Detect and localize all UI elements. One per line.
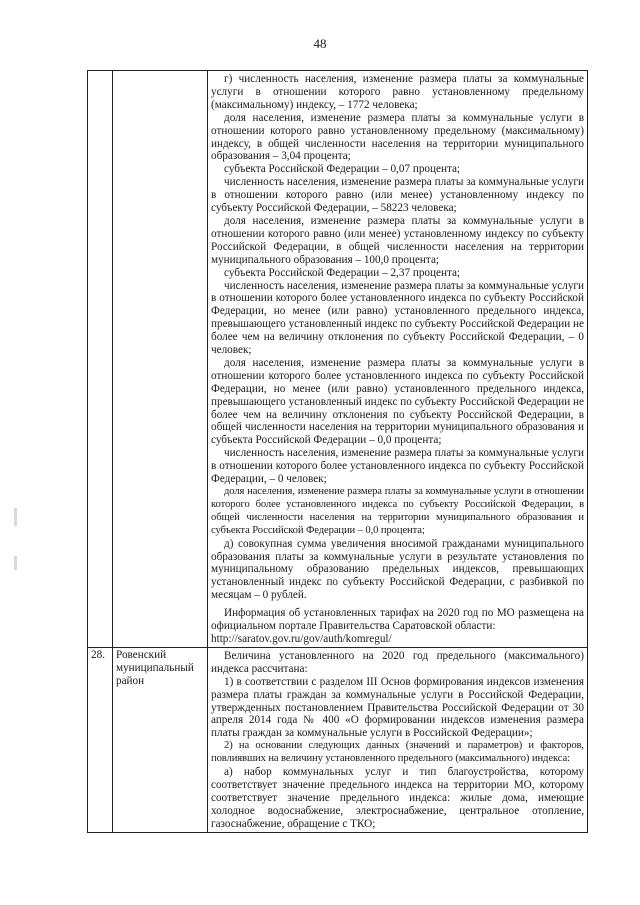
paragraph: 2) на основании следующих данных (значений и параметров) и факторов, повлиявших на величину установленного предельного (максимального) индекса:: [211, 740, 584, 765]
paragraph: д) совокупная сумма увеличения вносимой гражданами муниципального образования платы за коммунальные услуги в результате установления по муниципальному образованию предельных индексов, превышающих установленный индекс по субъекту Российской Федерации, с разбивкой по месяцам – 0 рублей.: [211, 537, 584, 602]
paragraph: доля населения, изменение размера платы за коммунальные услуги в отношении которого более установленного индекса по субъекту Российской Федерации, в общей численности населения на территории муниципального образования и субъекта Российской Федерации – 0,0 процента;: [211, 486, 584, 536]
tariff-url-link[interactable]: http://saratov.gov.ru/gov/auth/komregul/: [211, 632, 392, 645]
municipality-name-cell: Ровенский муниципальный район: [113, 647, 208, 832]
row-number-cell: [88, 71, 113, 648]
paragraph: численность населения, изменение размера платы за коммунальные услуги в отношении которого более установленного индекса по субъекту Российской Федерации, но менее (или равно) установленного предельного индекса, превышающего установленный индекс по субъекту Российской Федерации не более чем на величину отклонения по субъекту Российской Федерации, – 0 человек;: [211, 279, 584, 357]
paragraph: 1) в соответствии с разделом III Основ формирования индексов изменения размера платы граждан за коммунальные услуги в Российской Федерации, утвержденных постановлением Правительства Российской Федерации от 30 апреля 2014 года № 400 «О формировании индексов изменения размера платы граждан за коммунальные услуги в Российской Федерации»;: [211, 675, 584, 740]
description-cell: [208, 647, 588, 832]
data-table: [87, 70, 588, 833]
paragraph: г) численность населения, изменение размера платы за коммунальные услуги в отношении которого равно установленному предельному (максимальному) индексу, – 1772 человека;: [211, 73, 584, 111]
table-row: [88, 71, 588, 648]
paragraph: субъекта Российской Федерации – 2,37 процента;: [224, 266, 461, 279]
table-row: [88, 647, 588, 832]
scan-mark: [14, 508, 17, 526]
scan-mark: [14, 556, 17, 570]
paragraph: Информация об установленных тарифах на 2020 год по МО размещена на официальном портале Правительства Саратовской области:: [211, 607, 584, 633]
paragraph: доля населения, изменение размера платы за коммунальные услуги в отношении которого равно (или менее) установленному индексу по субъекту Российской Федерации, в общей численности населения на территории муниципального образования – 100,0 процента;: [211, 214, 584, 266]
paragraph: доля населения, изменение размера платы за коммунальные услуги в отношении которого равно установленному предельному (максимальному) индексу, в общей численности населения на территории муниципального образования – 3,04 процента;: [211, 111, 584, 163]
page-number: 48: [313, 36, 327, 51]
paragraph: а) набор коммунальных услуг и тип благоустройства, которому соответствует значение предельного индекса на территории МО, которому соответствует значение предельного индекса: жилые дома, имеющие холодное водоснабжение, электроснабжение, центральное отопление, газоснабжение, обращение с ТКО;: [211, 766, 584, 830]
paragraph: Величина установленного на 2020 год предельного (максимального) индекса рассчитана:: [211, 649, 584, 675]
paragraph: численность населения, изменение размера платы за коммунальные услуги в отношении которого более установленного индекса по субъекту Российской Федерации, – 0 человек;: [211, 447, 584, 486]
paragraph: численность населения, изменение размера платы за коммунальные услуги в отношении которого равно (или менее) установленному индексу по субъекту Российской Федерации, – 58223 человека;: [211, 176, 584, 215]
row-number-cell: 28.: [88, 647, 113, 832]
paragraph: доля населения, изменение размера платы за коммунальные услуги в отношении которого более установленного индекса по субъекту Российской Федерации, но менее (или равно) установленного предельного индекса, превышающего установленный индекс по субъекту Российской Федерации не более чем на величину отклонения по субъекту Российской Федерации, в общей численности населения на территории муниципального образования и субъекта Российской Федерации – 0,0 процента;: [211, 356, 584, 447]
description-cell: [208, 71, 588, 648]
paragraph: субъекта Российской Федерации – 0,07 процента;: [224, 163, 461, 176]
municipality-name-cell: [113, 71, 208, 648]
